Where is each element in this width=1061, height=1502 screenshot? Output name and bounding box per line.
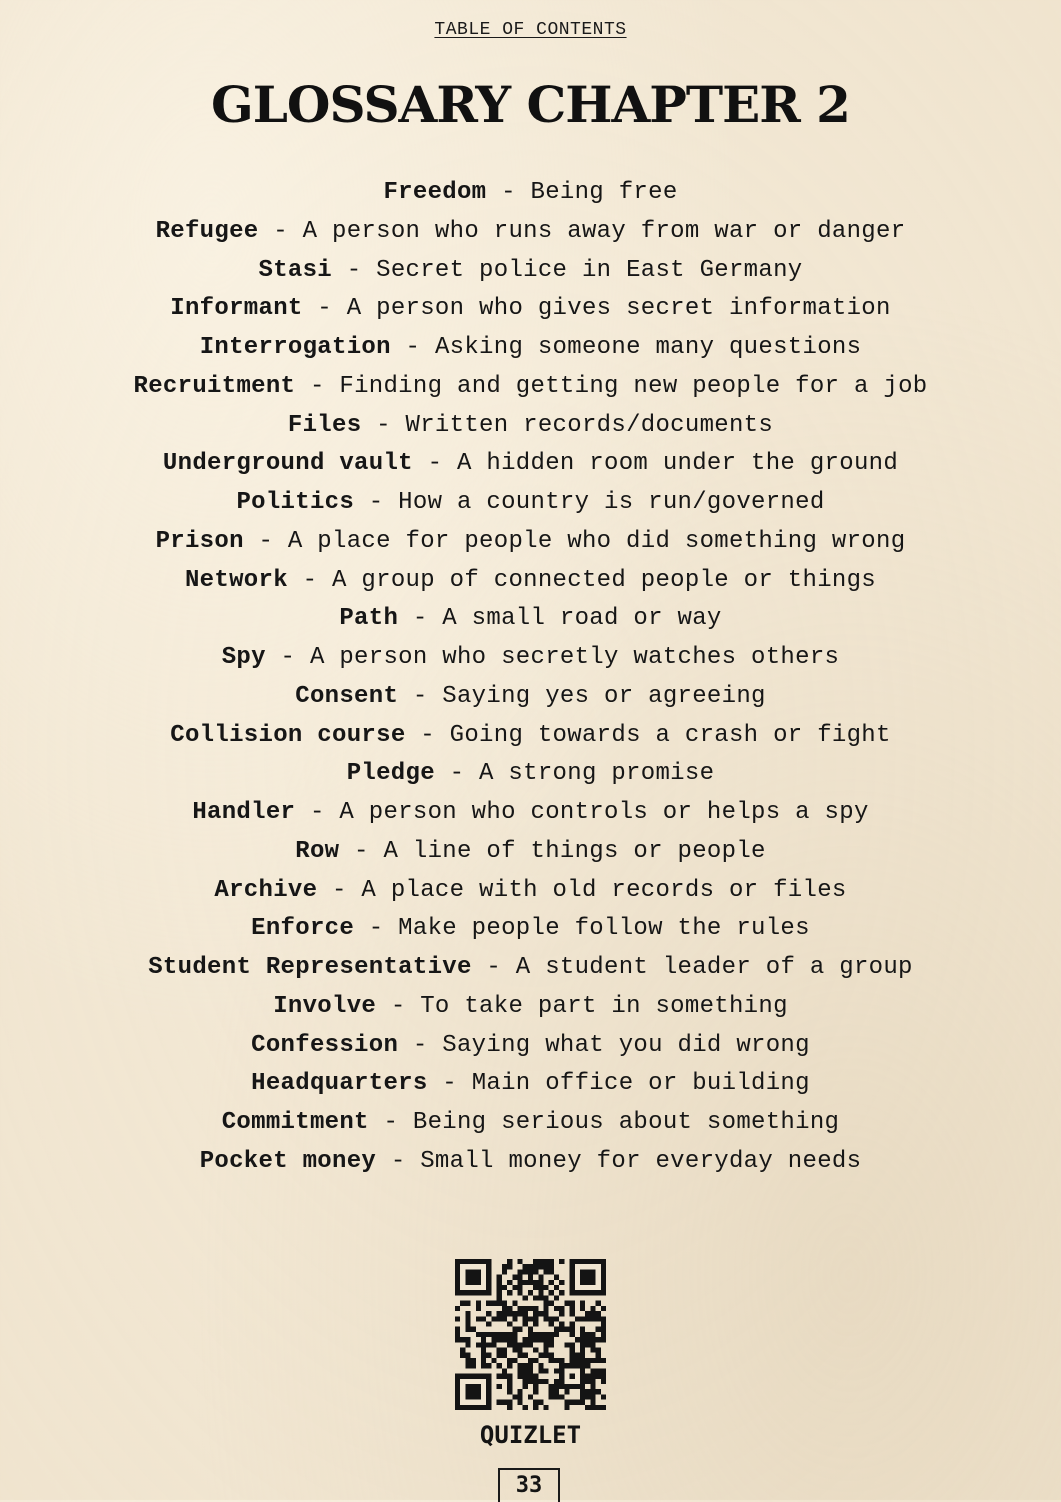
glossary-definition: Small money for everyday needs <box>420 1147 862 1175</box>
glossary-separator: - <box>398 682 443 710</box>
glossary-definition: To take part in something <box>420 992 788 1020</box>
glossary-entry <box>0 833 1061 872</box>
glossary-entry <box>0 1143 1061 1182</box>
glossary-term: Files <box>287 411 362 439</box>
glossary-entry <box>0 794 1061 833</box>
glossary-term: Recruitment <box>133 372 296 400</box>
glossary-list <box>0 174 1061 1182</box>
glossary-separator: - <box>471 954 516 981</box>
glossary-separator: - <box>354 489 399 516</box>
glossary-definition: A hidden room under the ground <box>456 450 899 478</box>
glossary-term: Enforce <box>251 915 355 943</box>
glossary-term: Archive <box>214 876 318 904</box>
glossary-definition: A group of connected people or things <box>332 566 877 594</box>
glossary-definition: Saying what you did wrong <box>442 1031 810 1059</box>
glossary-definition: A strong promise <box>479 760 715 788</box>
glossary-term: Underground vault <box>162 450 413 478</box>
glossary-definition: A place for people who did something wrong <box>287 527 906 555</box>
glossary-separator: - <box>412 450 457 478</box>
glossary-term: Pocket money <box>199 1147 377 1175</box>
glossary-entry <box>0 445 1061 484</box>
glossary-term: Freedom <box>383 179 487 206</box>
glossary-separator: - <box>295 372 340 400</box>
glossary-entry <box>0 523 1061 562</box>
glossary-term: Student Representative <box>148 954 472 981</box>
glossary-term: Collision course <box>170 721 406 749</box>
glossary-definition: Secret police in East Germany <box>376 256 803 284</box>
glossary-term: Handler <box>192 799 296 826</box>
glossary-definition: Being free <box>530 179 678 206</box>
glossary-entry <box>0 290 1061 329</box>
glossary-entry <box>0 600 1061 639</box>
glossary-separator: - <box>434 760 480 788</box>
glossary-separator: - <box>265 644 310 671</box>
glossary-entry <box>0 988 1061 1027</box>
glossary-entry <box>0 910 1061 949</box>
glossary-separator: - <box>486 179 531 206</box>
glossary-definition: A place with old records or files <box>361 876 847 904</box>
glossary-entry <box>0 407 1061 446</box>
glossary-separator: - <box>361 411 406 439</box>
glossary-term: Row <box>295 837 340 865</box>
glossary-entry <box>0 1065 1061 1104</box>
glossary-entry <box>0 678 1061 717</box>
glossary-term: Prison <box>155 527 244 555</box>
glossary-separator: - <box>339 837 384 865</box>
table-of-contents-link[interactable]: TABLE OF CONTENTS <box>434 20 627 40</box>
glossary-entry <box>0 368 1061 407</box>
glossary-term: Politics <box>236 489 355 516</box>
glossary-definition: Written records/documents <box>405 411 774 439</box>
glossary-entry <box>0 252 1061 291</box>
glossary-definition: Main office or building <box>471 1070 810 1098</box>
glossary-term: Path <box>339 605 399 633</box>
glossary-separator: - <box>376 1147 421 1175</box>
glossary-separator: - <box>317 876 362 904</box>
glossary-definition: A small road or way <box>442 605 722 633</box>
glossary-term: Involve <box>273 992 377 1020</box>
page-title: GLOSSARY CHAPTER 2 <box>211 75 850 134</box>
glossary-definition: Finding and getting new people for a job <box>339 372 928 400</box>
glossary-entry <box>0 717 1061 756</box>
glossary-definition: Make people follow the rules <box>398 915 810 943</box>
glossary-term: Confession <box>251 1031 399 1059</box>
glossary-separator: - <box>295 799 340 826</box>
glossary-separator: - <box>332 256 377 284</box>
glossary-definition: A person who runs away from war or danger <box>302 217 906 245</box>
glossary-definition: Saying yes or agreeing <box>442 682 766 710</box>
glossary-definition: Going towards a crash or fight <box>449 721 891 749</box>
glossary-separator: - <box>302 295 347 323</box>
quizlet-label[interactable]: QUIZLET <box>479 1421 582 1449</box>
glossary-definition: How a country is run/governed <box>398 489 825 516</box>
glossary-entry <box>0 1104 1061 1143</box>
glossary-term: Consent <box>295 682 399 710</box>
glossary-term: Commitment <box>221 1109 369 1136</box>
glossary-definition: Being serious about something <box>412 1109 840 1136</box>
glossary-definition: A person who secretly watches others <box>309 644 840 671</box>
glossary-entry <box>0 484 1061 523</box>
glossary-entry <box>0 329 1061 368</box>
qr-code-icon[interactable] <box>455 1259 606 1410</box>
glossary-term: Headquarters <box>251 1070 428 1098</box>
glossary-entry <box>0 174 1061 213</box>
glossary-definition: A line of things or people <box>383 837 766 865</box>
glossary-entry <box>0 755 1061 794</box>
glossary-term: Informant <box>170 295 303 323</box>
glossary-definition: Asking someone many questions <box>434 334 862 361</box>
page-number: 33 <box>498 1468 560 1502</box>
glossary-term: Stasi <box>258 256 333 284</box>
glossary-separator: - <box>398 605 443 633</box>
glossary-separator: - <box>427 1070 472 1098</box>
glossary-definition: A student leader of a group <box>515 954 913 981</box>
glossary-entry <box>0 639 1061 678</box>
glossary-term: Interrogation <box>199 334 391 361</box>
glossary-separator: - <box>376 992 421 1020</box>
glossary-separator: - <box>368 1109 413 1136</box>
glossary-separator: - <box>398 1031 443 1059</box>
glossary-entry <box>0 949 1061 988</box>
glossary-definition: A person who controls or helps a spy <box>339 799 869 826</box>
glossary-term: Pledge <box>346 760 435 788</box>
glossary-term: Refugee <box>155 217 259 245</box>
glossary-separator: - <box>258 217 303 245</box>
glossary-term: Spy <box>221 644 266 671</box>
glossary-entry <box>0 562 1061 601</box>
glossary-definition: A person who gives secret information <box>346 295 891 323</box>
glossary-separator: - <box>390 334 435 361</box>
glossary-term: Network <box>184 566 288 594</box>
glossary-entry <box>0 213 1061 252</box>
glossary-entry <box>0 872 1061 911</box>
glossary-separator: - <box>287 566 333 594</box>
glossary-entry <box>0 1027 1061 1066</box>
glossary-separator: - <box>243 527 288 555</box>
glossary-separator: - <box>405 721 450 749</box>
glossary-separator: - <box>354 915 399 943</box>
